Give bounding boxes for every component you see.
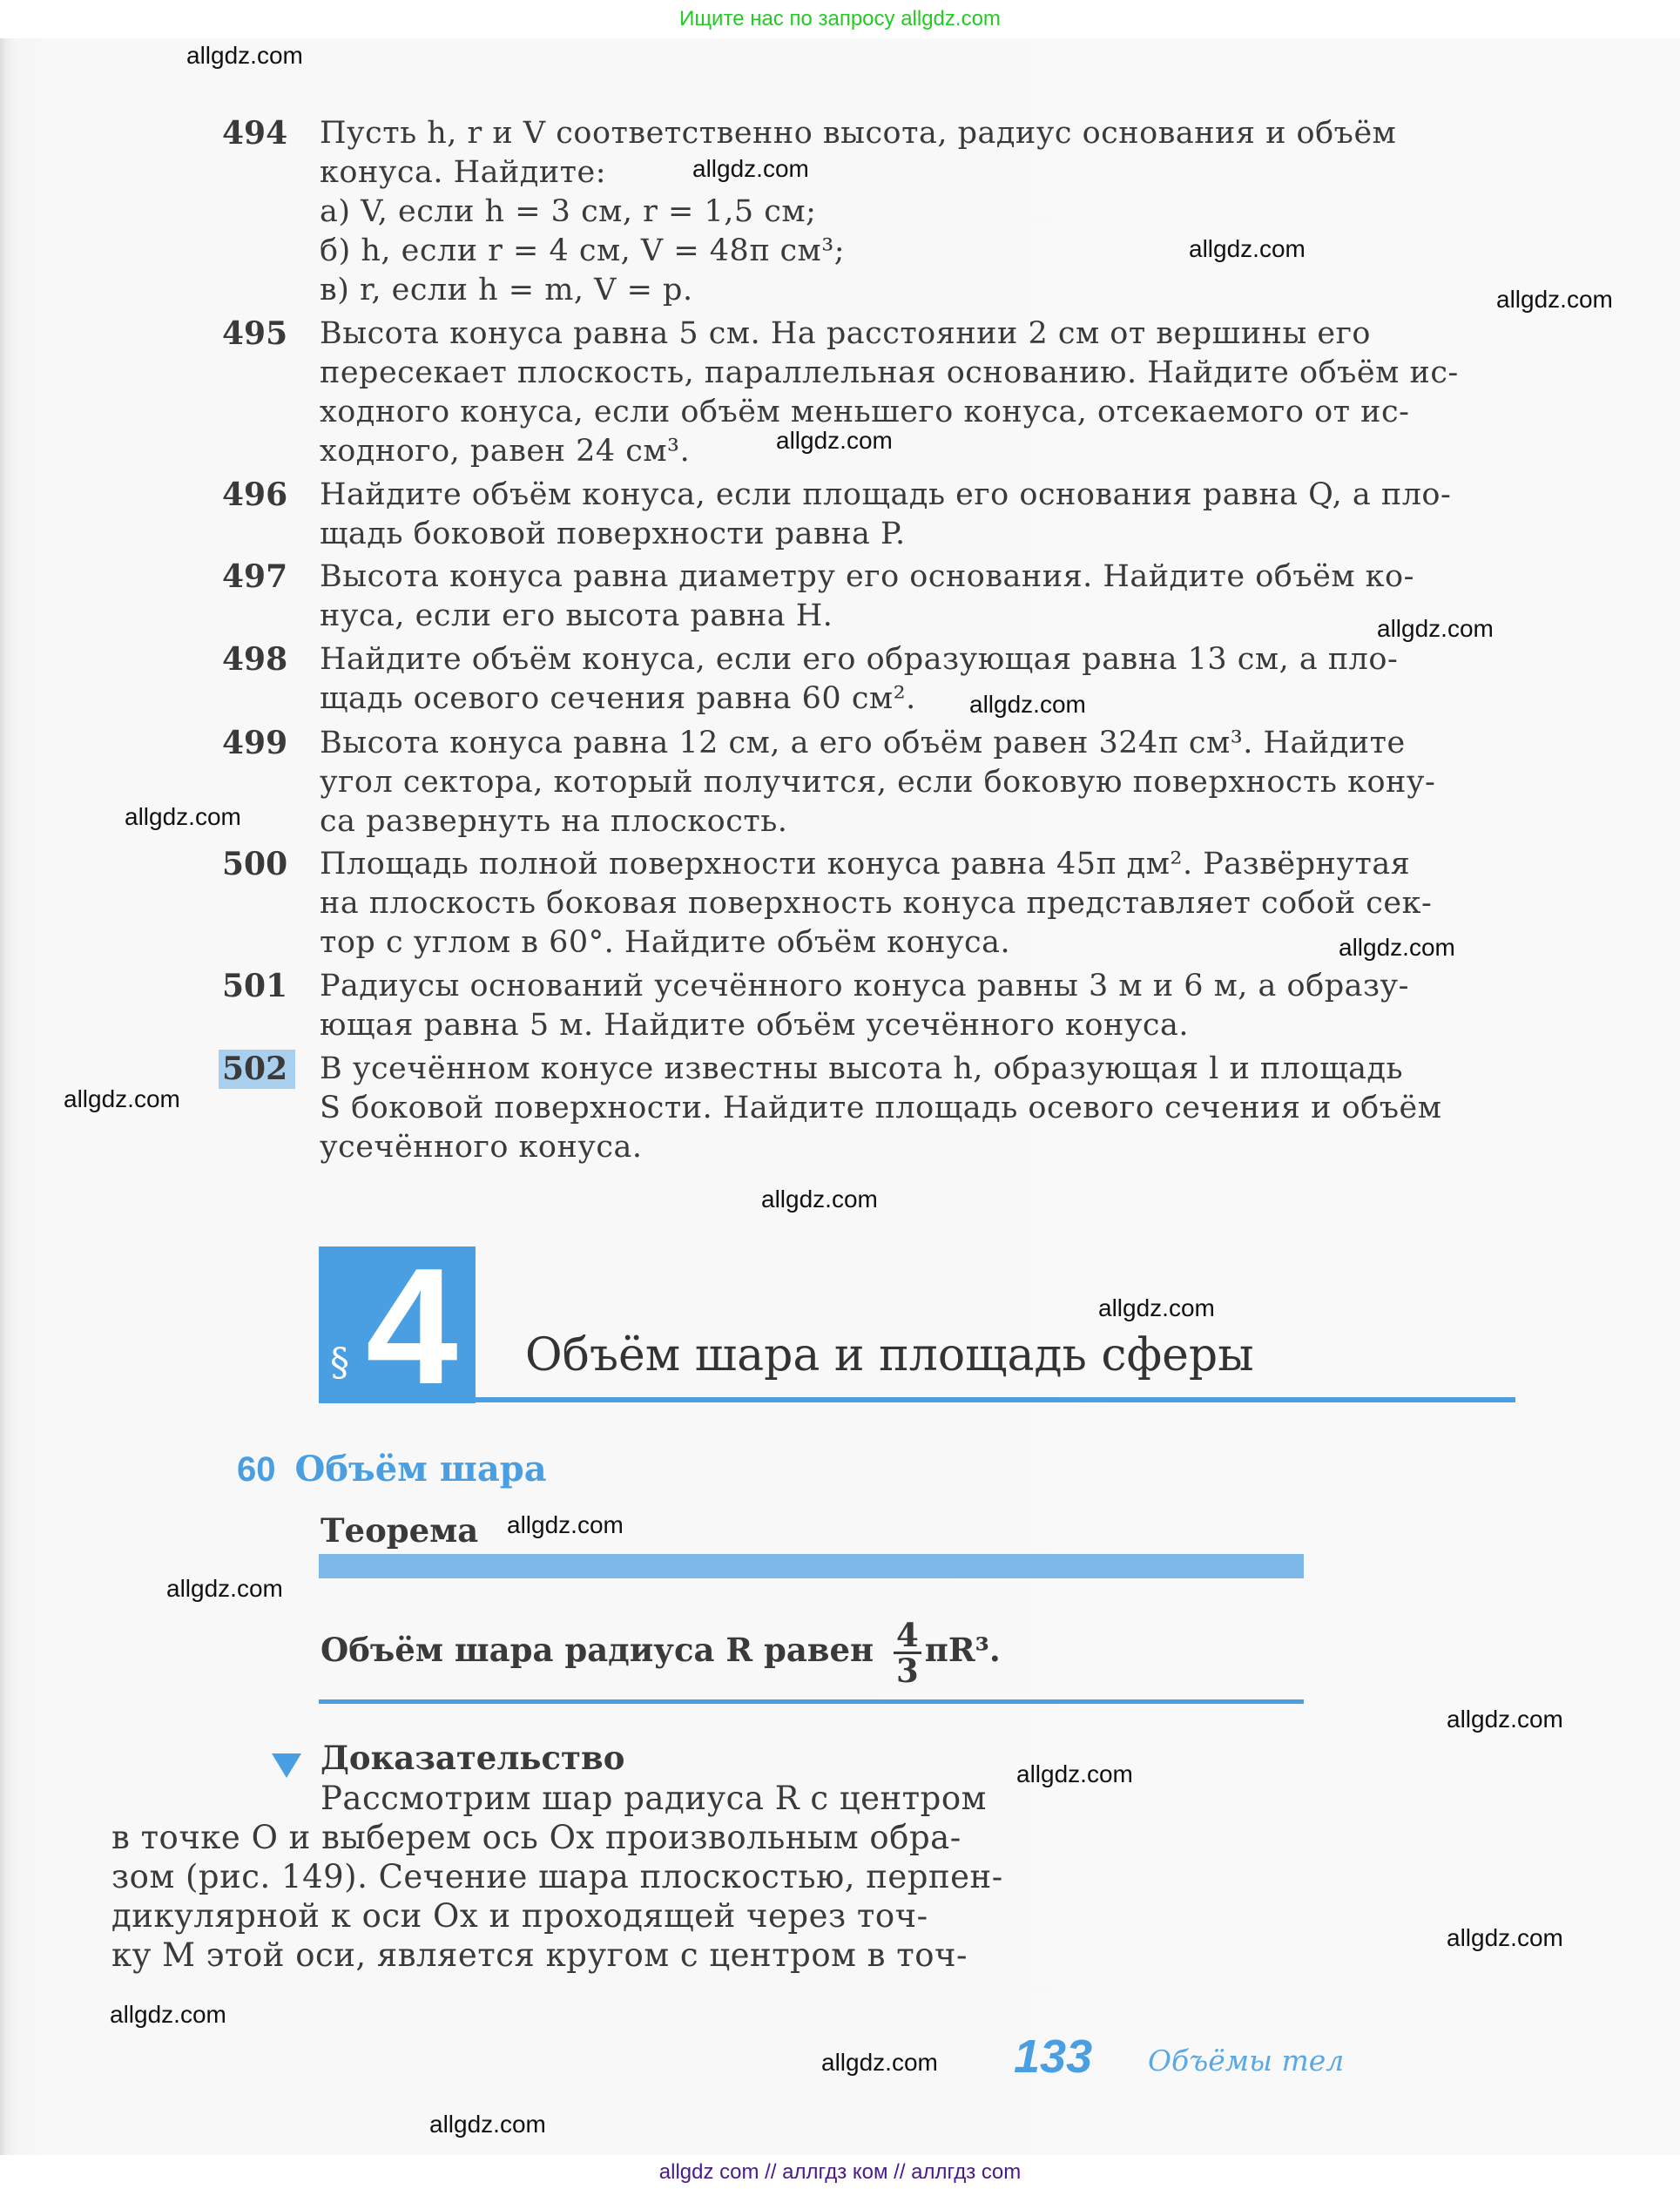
chapter-title: Объём шара и площадь сферы (525, 1329, 1254, 1382)
problem-line: нуса, если его высота равна H. (320, 598, 833, 633)
watermark-text: allgdz.com (1098, 1294, 1215, 1321)
theorem-text-before: Объём шара радиуса R равен (320, 1631, 874, 1669)
problem-line: тор с углом в 60°. Найдите объём конуса. (320, 925, 1011, 960)
problem-text (320, 967, 1520, 1045)
problem-line: S боковой поверхности. Найдите площадь осевого сечения и объём (320, 1091, 1442, 1125)
watermark-text: allgdz.com (1496, 286, 1613, 313)
watermark-text: allgdz.com (969, 691, 1086, 718)
problem-line: угол сектора, который получится, если боковую поверхность кону- (320, 765, 1436, 800)
watermark-text: allgdz.com (64, 1085, 180, 1112)
problem-text (320, 114, 1520, 310)
problem-line: ходного, равен 24 см³. (320, 434, 691, 469)
chapter-number-box (319, 1234, 476, 1419)
top-banner (0, 0, 1680, 38)
theorem-top-bar (319, 1554, 1304, 1578)
problem-text (320, 724, 1520, 841)
problem-line: Высота конуса равна 5 см. На расстоянии 2 см от вершины его (320, 316, 1371, 351)
section-number: 60 (237, 1450, 276, 1489)
problem-line: б) h, если r = 4 см, V = 48π см³; (320, 233, 846, 268)
section-title: Объём шара (294, 1449, 547, 1490)
problem-line: Найдите объём конуса, если его образующая равна 13 см, а пло- (320, 642, 1399, 677)
section-sign-icon: § (330, 1341, 349, 1385)
watermark-text: allgdz.com (507, 1511, 624, 1538)
watermark-text: allgdz.com (429, 2111, 546, 2138)
problem-line: Пусть h, r и V соответственно высота, радиус основания и объём (320, 116, 1397, 151)
problem-line: В усечённом конусе известны высота h, образующая l и площадь (320, 1051, 1404, 1086)
proof-line: ку M этой оси, является кругом с центром в точ- (111, 1936, 968, 1974)
watermark-text: allgdz.com (776, 427, 893, 454)
problem-line: ходного конуса, если объём меньшего конуса, отсекаемого от ис- (320, 395, 1410, 429)
watermark-text: allgdz.com (1016, 1760, 1133, 1787)
proof-line: в точке O и выберем ось Ox произвольным обра- (111, 1819, 961, 1856)
theorem-statement (320, 1616, 1001, 1690)
problem-number: 497 (222, 558, 288, 595)
watermark-text: allgdz.com (821, 2049, 938, 2076)
running-title: Объёмы тел (1148, 2044, 1345, 2078)
problem-text (320, 640, 1520, 719)
problem-line: усечённого конуса. (320, 1130, 643, 1165)
problem-line: Найдите объём конуса, если площадь его основания равна Q, а пло- (320, 477, 1452, 512)
watermark-text: allgdz.com (1447, 1924, 1563, 1951)
problem-line: на плоскость боковая поверхность конуса представляет собой сек- (320, 886, 1433, 921)
problem-number: 500 (222, 846, 288, 882)
proof-line: дикулярной к оси Ox и проходящей через точ- (111, 1897, 928, 1935)
problem-line: Высота конуса равна диаметру его основания. Найдите объём ко- (320, 559, 1414, 594)
problem-text (320, 314, 1520, 471)
problem-line: Площадь полной поверхности конуса равна 45π дм². Развёрнутая (320, 847, 1411, 882)
problem-text (320, 557, 1520, 636)
fraction-numerator: 4 (894, 1618, 921, 1654)
watermark-text: allgdz.com (1189, 235, 1306, 262)
problem-line: пересекает плоскость, параллельная основанию. Найдите объём ис- (320, 355, 1459, 390)
watermark-text: allgdz.com (1377, 615, 1494, 642)
problem-number: 494 (222, 115, 288, 152)
problem-number: 501 (222, 968, 288, 1004)
theorem-bottom-rule (319, 1699, 1304, 1704)
watermark-text: allgdz.com (761, 1186, 878, 1213)
watermark-text: allgdz.com (1447, 1706, 1563, 1733)
bottom-banner (0, 2155, 1680, 2189)
chapter-divider (476, 1397, 1515, 1402)
watermark-text: allgdz.com (1339, 934, 1455, 961)
page-number: 133 (1014, 2030, 1093, 2083)
fraction (894, 1616, 921, 1690)
proof-label: Доказательство (320, 1739, 625, 1777)
problem-number: 502 (219, 1050, 295, 1089)
problem-line: а) V, если h = 3 см, r = 1,5 см; (320, 194, 817, 229)
problem-line: Высота конуса равна 12 см, а его объём равен 324π см³. Найдите (320, 726, 1406, 760)
problem-number: 498 (222, 641, 288, 678)
top-banner-text: Ищите нас по запросу allgdz.com (679, 7, 1001, 30)
problem-line: щадь боковой поверхности равна P. (320, 517, 906, 551)
problem-line: щадь осевого сечения равна 60 см². (320, 681, 916, 716)
theorem-label: Теорема (320, 1511, 479, 1550)
problem-line: са развернуть на плоскость. (320, 804, 788, 839)
problem-line: в) r, если h = m, V = p. (320, 273, 693, 307)
proof-line: Рассмотрим шар радиуса R с центром (320, 1780, 987, 1817)
triangle-down-icon (272, 1753, 301, 1778)
problem-line: Радиусы оснований усечённого конуса равны 3 м и 6 м, а образу- (320, 969, 1409, 1003)
problem-line: ющая равна 5 м. Найдите объём усечённого конуса. (320, 1008, 1190, 1043)
section-heading (237, 1449, 547, 1490)
problem-text (320, 476, 1520, 554)
watermark-text: allgdz.com (186, 42, 303, 69)
theorem-text-after: πR³. (924, 1631, 1001, 1669)
watermark-text: allgdz.com (110, 2001, 226, 2028)
watermark-text: allgdz.com (125, 803, 241, 830)
chapter-number: 4 (366, 1234, 458, 1419)
problem-text (320, 1050, 1520, 1167)
watermark-text: allgdz.com (166, 1575, 283, 1602)
fraction-denominator: 3 (896, 1652, 919, 1690)
problem-number: 496 (222, 476, 288, 513)
proof-line: зом (рис. 149). Сечение шара плоскостью, перпен- (111, 1858, 1003, 1895)
proof-text (111, 1779, 1104, 1975)
problem-line: конуса. Найдите: (320, 155, 607, 190)
watermark-text: allgdz.com (692, 155, 809, 182)
problem-number: 499 (222, 725, 288, 761)
problem-number: 495 (222, 315, 288, 352)
bottom-banner-text: allgdz com // аллгдз ком // аллгдз com (658, 2160, 1022, 2184)
